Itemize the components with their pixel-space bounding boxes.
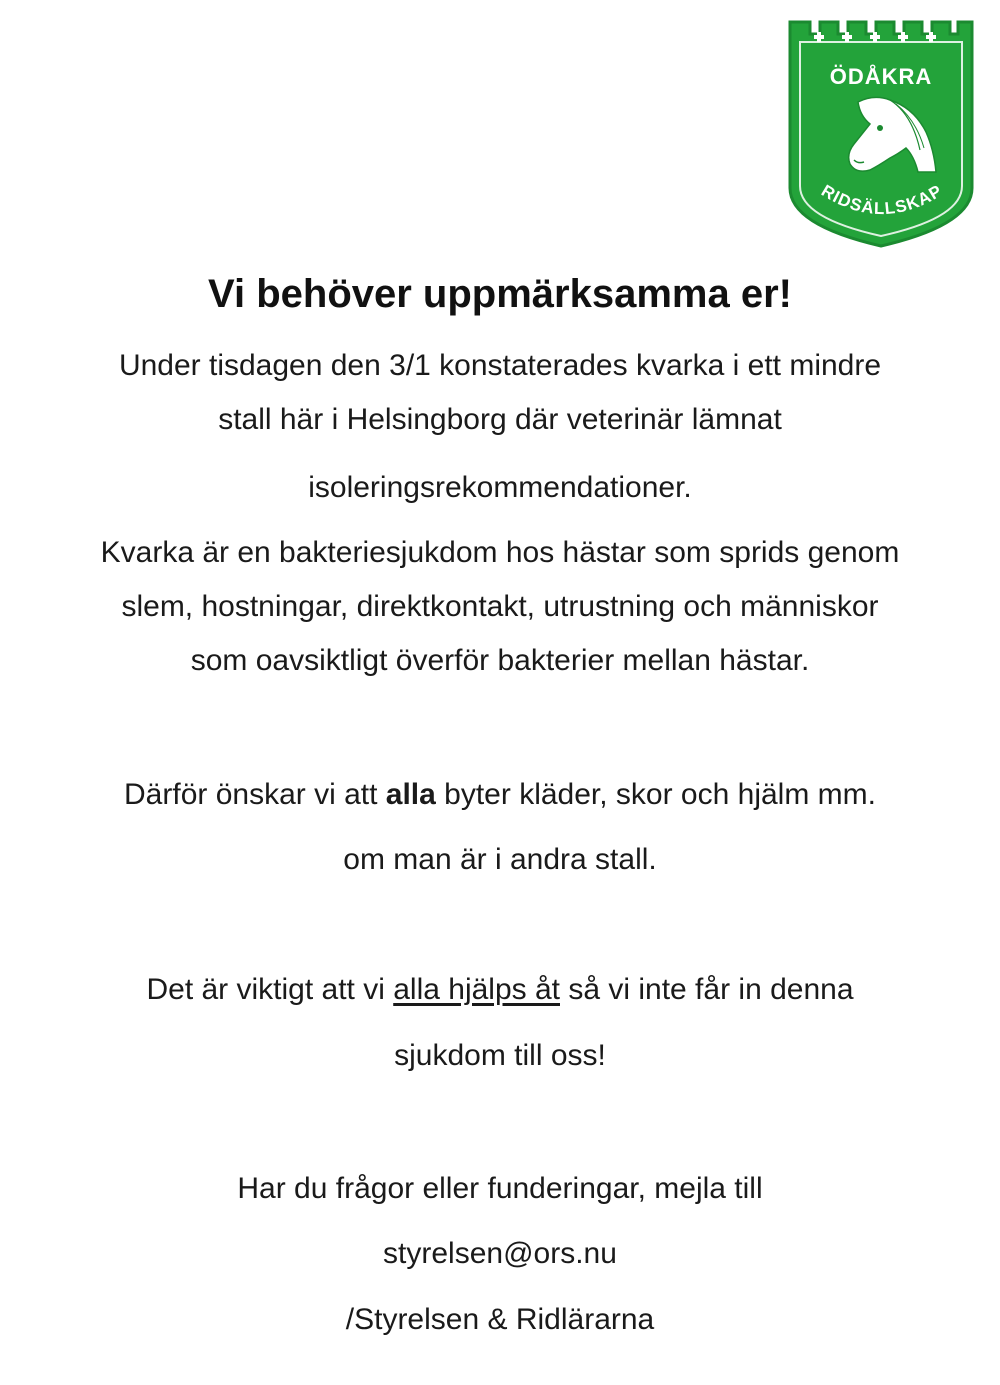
notice-title: Vi behöver uppmärksamma er! [208, 272, 792, 316]
paragraph3-line2: om man är i andra stall. [343, 843, 657, 876]
club-logo [786, 20, 976, 248]
paragraph4-text-after: så vi inte får in denna [560, 973, 854, 1006]
paragraph4-line1 [0, 970, 1000, 1010]
paragraph4-underlined-phrase: alla hjälps åt [393, 973, 560, 1006]
paragraph2-line1: Kvarka är en bakteriesjukdom hos hästar som sprids genom [100, 536, 900, 569]
logo-top-text: ÖDÅKRA [829, 64, 933, 89]
paragraph1-line3: isoleringsrekommendationer. [308, 471, 692, 504]
paragraph4-line2: sjukdom till oss! [394, 1039, 606, 1072]
logo-bottom-text: RIDSÄLLSKAP [818, 180, 946, 219]
paragraph1-line1: Under tisdagen den 3/1 konstaterades kvarka i ett mindre [118, 349, 882, 382]
contact-prompt: Har du frågor eller funderingar, mejla till [237, 1172, 763, 1205]
contact-email: styrelsen@ors.nu [383, 1237, 617, 1270]
paragraph4-text-before: Det är viktigt att vi [146, 973, 394, 1006]
paragraph1-line2: stall här i Helsingborg där veterinär lämnat [218, 403, 782, 436]
paragraph3-text-after: byter kläder, skor och hjälm mm. [435, 778, 876, 811]
signature: /Styrelsen & Ridlärarna [345, 1303, 655, 1336]
shield-emblem [786, 20, 976, 248]
paragraph3-line1 [0, 775, 1000, 815]
paragraph3-text-before: Därför önskar vi att [124, 778, 386, 811]
paragraph2-line3: som oavsiktligt överför bakterier mellan hästar. [190, 644, 810, 677]
paragraph3-bold-word: alla [385, 778, 436, 811]
paragraph2-line2: slem, hostningar, direktkontakt, utrustning och människor [121, 590, 879, 623]
